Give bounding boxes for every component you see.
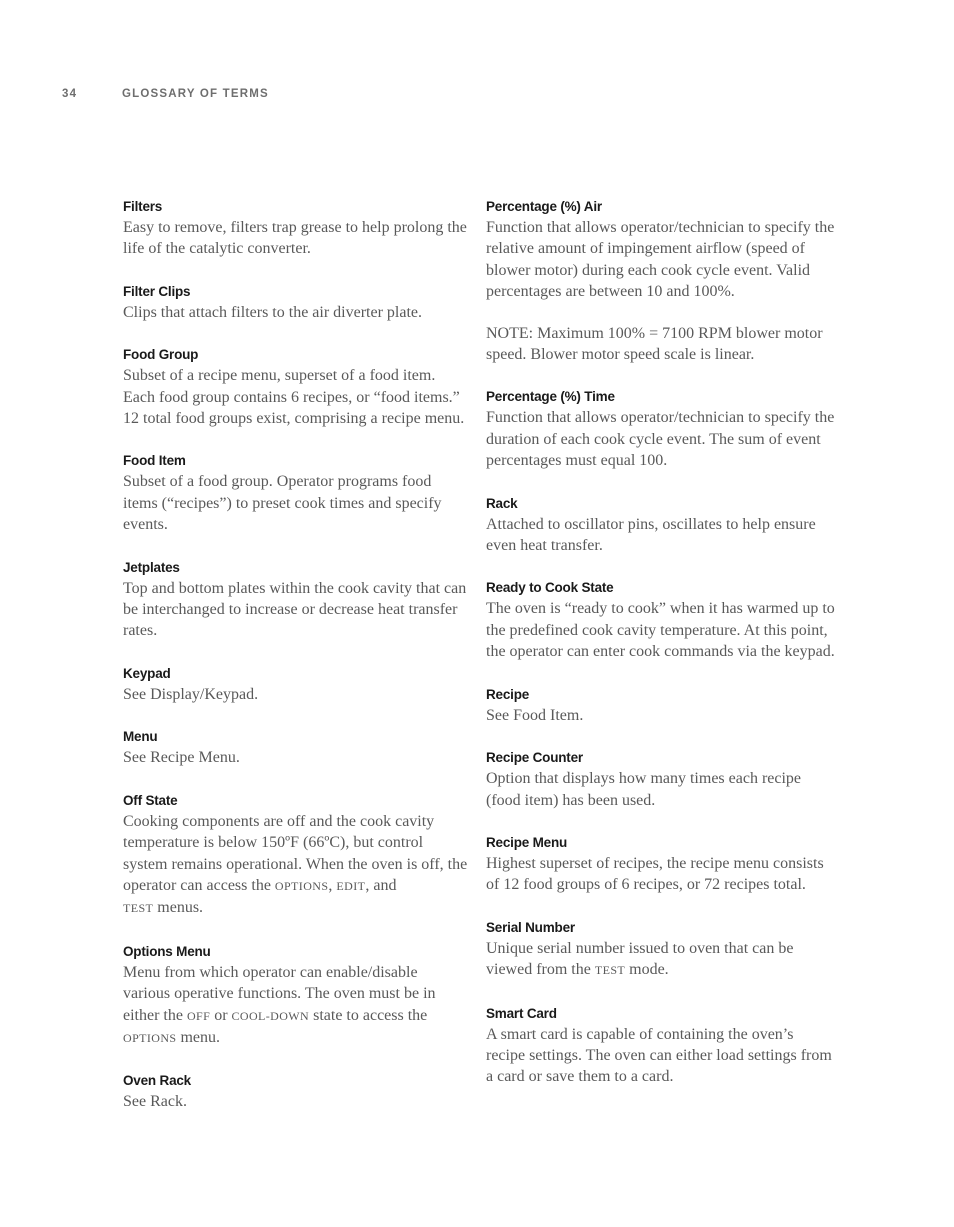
glossary-entry-options-menu (123, 942, 468, 1050)
definition-text: menu. (176, 1028, 221, 1046)
definition-text: mode. (625, 961, 669, 979)
menu-name: OPTIONS (123, 1030, 177, 1045)
term-title: Oven Rack (123, 1073, 191, 1089)
term-title: Percentage (%) Air (486, 199, 602, 214)
term-definition: Easy to remove, filters trap grease to help prolong the life of the catalytic converter. (123, 219, 467, 258)
glossary-entry-filters (123, 197, 468, 260)
term-title: Recipe (486, 686, 530, 702)
definition-text: , and (365, 876, 397, 894)
term-title: Filter Clips (123, 283, 191, 299)
page-number: 34 (62, 88, 78, 100)
glossary-entry-oven-rack (123, 1071, 468, 1112)
term-title: Keypad (123, 665, 171, 681)
page-header (62, 88, 269, 100)
state-name: COOL-DOWN (231, 1008, 310, 1023)
term-title: Food Group (123, 347, 199, 363)
term-definition: See Recipe Menu. (123, 749, 240, 767)
term-definition: See Food Item. (486, 706, 584, 724)
term-title: Ready to Cook State (486, 580, 614, 596)
term-title: Off State (123, 792, 178, 808)
term-title: Smart Card (486, 1005, 557, 1021)
glossary-entry-keypad (123, 664, 468, 705)
menu-name: TEST (123, 901, 154, 916)
term-definition: The oven is “ready to cook” when it has warmed up to the predefined cook cavity temperature. At this point, the operator can enter cook commands via the keypad. (486, 600, 835, 661)
definition-text: Unique serial number issued to oven that can be viewed from the (486, 939, 794, 979)
glossary-entry-food-item (123, 451, 468, 535)
glossary-entry-percentage-time (486, 387, 836, 471)
term-definition: See Rack. (123, 1093, 187, 1111)
term-title: Filters (123, 199, 163, 214)
term-definition: Option that displays how many times each recipe (food item) has been used. (486, 770, 802, 809)
term-definition (486, 938, 836, 982)
glossary-entry-food-group (123, 345, 468, 429)
term-definition: See Display/Keypad. (123, 685, 259, 703)
glossary-entry-serial-number (486, 918, 836, 982)
definition-text: or (210, 1006, 232, 1024)
glossary-right-column (486, 197, 836, 1110)
definition-text: state to access the (309, 1006, 428, 1024)
glossary-entry-filter-clips (123, 282, 468, 323)
term-definition: A smart card is capable of containing the oven’s recipe settings. The oven can either load settings from a card or save them to a card. (486, 1025, 832, 1086)
definition-text: Menu from which operator can enable/disable various operative functions. The oven must be in either the (123, 963, 436, 1024)
term-title: Serial Number (486, 919, 575, 935)
term-title: Recipe Counter (486, 750, 583, 766)
term-title: Percentage (%) Time (486, 389, 615, 405)
term-definition: Function that allows operator/technician to specify the duration of each cook cycle event. The sum of event percentages must equal 100. (486, 409, 835, 470)
glossary-entry-recipe-counter (486, 748, 836, 811)
term-definition: Attached to oscillator pins, oscillates to help ensure even heat transfer. (486, 515, 816, 555)
term-definition: Highest superset of recipes, the recipe menu consists of 12 food groups of 6 recipes, or 72 recipes total. (486, 854, 824, 894)
term-definition: Subset of a food group. Operator programs food items (“recipes”) to preset cook times and specify events. (123, 473, 442, 534)
mode-name: TEST (594, 963, 626, 978)
term-title: Food Item (123, 453, 186, 469)
glossary-entry-off-state (123, 791, 468, 920)
term-title: Jetplates (123, 559, 180, 575)
menu-name: EDIT (336, 878, 366, 893)
term-definition: Top and bottom plates within the cook cavity that can be interchanged to increase or decrease heat transfer rates. (123, 579, 467, 640)
glossary-entry-menu (123, 727, 468, 768)
glossary-entry-ready-to-cook-state (486, 578, 836, 662)
definition-text: , (328, 876, 337, 894)
term-definition: Subset of a recipe menu, superset of a food item. Each food group contains 6 recipes, or “food items.” 12 total food groups exist, comprising a recipe menu. (123, 367, 465, 428)
glossary-entry-recipe-menu (486, 833, 836, 896)
glossary-entry-smart-card (486, 1004, 836, 1088)
term-definition: Clips that attach filters to the air diverter plate. (123, 303, 423, 321)
term-definition (123, 962, 468, 1050)
definition-text: menus. (153, 899, 204, 917)
term-title: Menu (123, 729, 158, 745)
menu-name: OPTIONS (274, 878, 329, 893)
glossary-entry-percentage-air (486, 197, 836, 365)
term-note: NOTE: Maximum 100% = 7100 RPM blower motor speed. Blower motor speed scale is linear. (486, 324, 823, 364)
glossary-entry-jetplates (123, 558, 468, 642)
glossary-entry-rack (486, 494, 836, 557)
term-definition: Function that allows operator/technician to specify the relative amount of impingement airflow (speed of blower motor) during each cook cycle event. Valid percentages are between 10 and 100%. (486, 219, 835, 301)
definition-text: Cooking components are off and the cook cavity temperature is below 150ºF (66ºC), but control system remains operational. When the oven is off, the operator can access the (123, 812, 468, 894)
state-name: OFF (186, 1008, 211, 1023)
term-title: Rack (486, 495, 518, 511)
section-title: GLOSSARY OF TERMS (122, 88, 269, 100)
term-title: Options Menu (123, 943, 211, 959)
glossary-entry-recipe (486, 685, 836, 726)
term-definition (123, 811, 468, 920)
glossary-left-column (123, 197, 468, 1135)
term-title: Recipe Menu (486, 834, 568, 850)
